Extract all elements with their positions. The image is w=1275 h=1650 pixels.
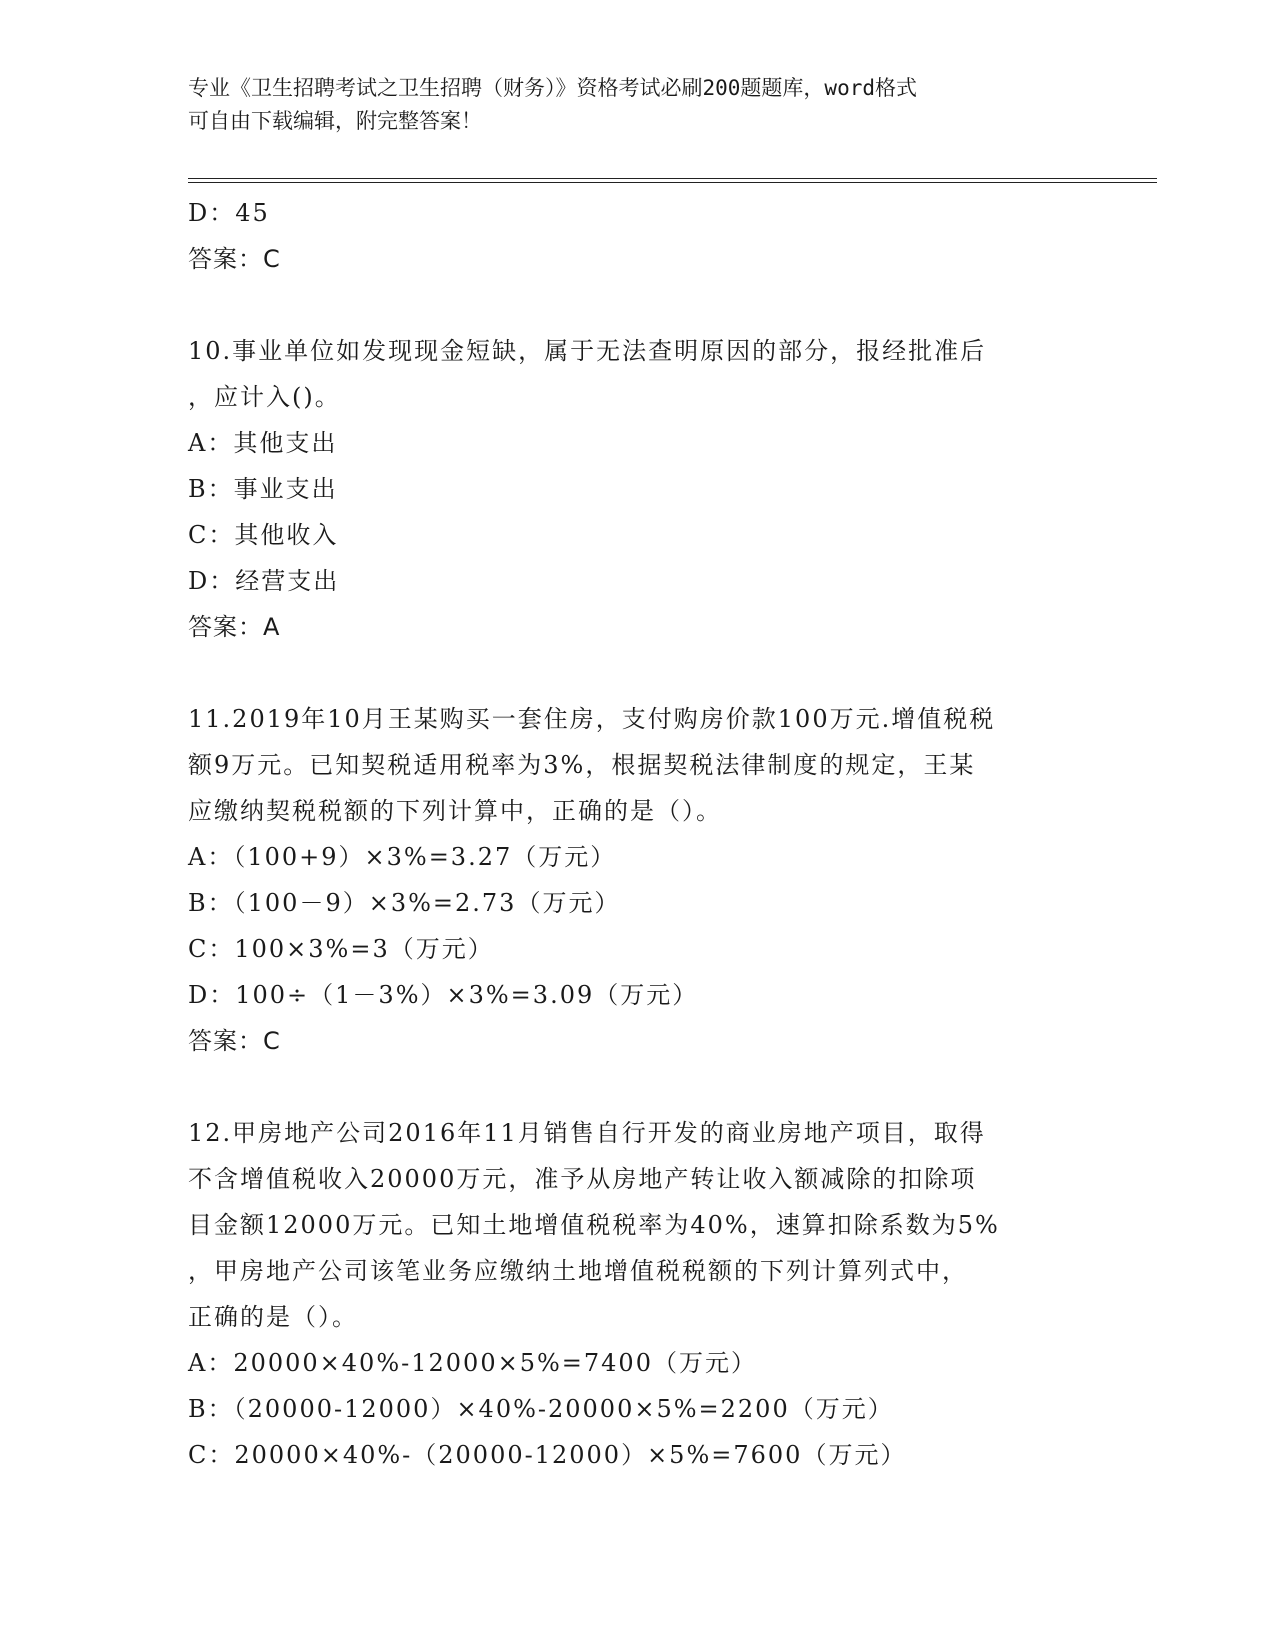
spacer	[188, 282, 1088, 328]
answer: 答案：A	[188, 613, 281, 641]
option-d: D：100÷（1－3%）×3%=3.09（万元）	[188, 981, 699, 1009]
answer: 答案：C	[188, 245, 281, 273]
question-text: ，应计入()。	[188, 383, 341, 411]
question-9-tail	[188, 190, 1088, 282]
spacer	[188, 1064, 1088, 1110]
header-divider	[188, 178, 1157, 183]
question-text: 应缴纳契税税额的下列计算中，正确的是（）。	[188, 797, 722, 825]
question-12	[188, 1110, 1088, 1478]
question-11	[188, 696, 1088, 1064]
question-10	[188, 328, 1088, 650]
header-title-line-2: 可自由下载编辑，附完整答案！	[188, 109, 482, 133]
question-text: 11.2019年10月王某购买一套住房，支付购房价款100万元.增值税税	[188, 705, 996, 733]
option-c: C：其他收入	[188, 521, 339, 549]
question-text: 正确的是（）。	[188, 1303, 358, 1331]
question-text: 不含增值税收入20000万元，准予从房地产转让收入额减除的扣除项	[188, 1165, 977, 1193]
page-header	[188, 72, 1088, 138]
document-body	[188, 190, 1088, 1478]
option-b: B：事业支出	[188, 475, 338, 503]
option-b: B：（100－9）×3%=2.73（万元）	[188, 889, 621, 917]
answer: 答案：C	[188, 1027, 281, 1055]
option-c: C：20000×40%-（20000-12000）×5%=7600（万元）	[188, 1441, 907, 1469]
question-text: ，甲房地产公司该笔业务应缴纳土地增值税税额的下列计算列式中，	[188, 1257, 968, 1285]
question-text: 10.事业单位如发现现金短缺，属于无法查明原因的部分，报经批准后	[188, 337, 987, 365]
option-a: A：其他支出	[188, 429, 338, 457]
question-text: 额9万元。已知契税适用税率为3%，根据契税法律制度的规定，王某	[188, 751, 976, 779]
option-d: D：经营支出	[188, 567, 340, 595]
option-b: B：（20000-12000）×40%-20000×5%=2200（万元）	[188, 1395, 894, 1423]
option-c: C：100×3%=3（万元）	[188, 935, 494, 963]
option-d: D：45	[188, 199, 270, 227]
spacer	[188, 650, 1088, 696]
option-a: A：20000×40%-12000×5%=7400（万元）	[188, 1349, 757, 1377]
question-text: 目金额12000万元。已知土地增值税税率为40%，速算扣除系数为5%	[188, 1211, 1000, 1239]
header-title-line-1: 专业《卫生招聘考试之卫生招聘（财务）》资格考试必刷200题题库，word格式	[188, 76, 917, 100]
question-text: 12.甲房地产公司2016年11月销售自行开发的商业房地产项目，取得	[188, 1119, 986, 1147]
option-a: A：（100+9）×3%=3.27（万元）	[188, 843, 617, 871]
